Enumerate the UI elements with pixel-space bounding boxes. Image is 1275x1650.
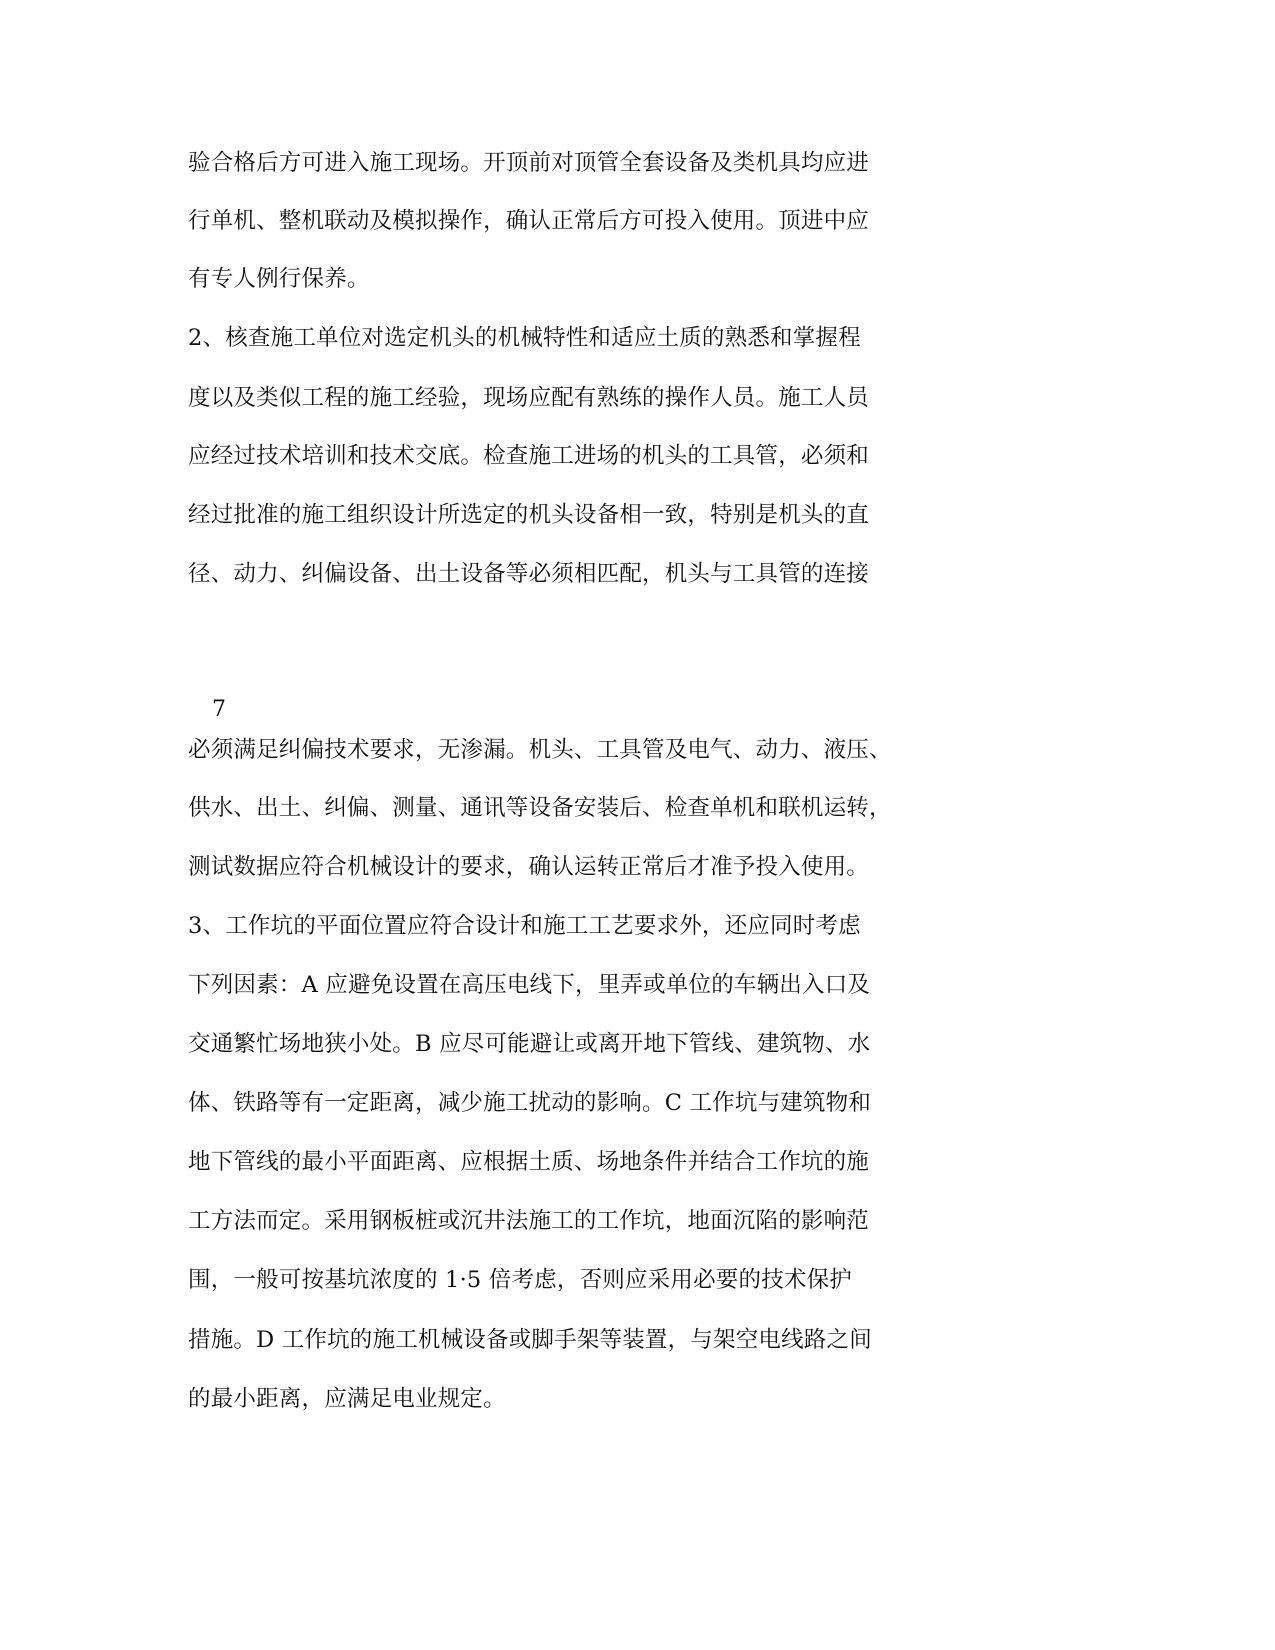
text-line: 有专人例行保养。 — [188, 266, 370, 292]
text-line: 的最小距离，应满足电业规定。 — [188, 1386, 506, 1412]
text-line: 供水、出土、纠偏、测量、通讯等设备安装后、检查单机和联机运转， — [188, 795, 892, 821]
page-number: 7 — [212, 697, 226, 722]
text-line: 地下管线的最小平面距离、应根据土质、场地条件并结合工作坑的施 — [188, 1149, 870, 1175]
text-line: 2、核查施工单位对选定机头的机械特性和适应土质的熟悉和掌握程 — [188, 325, 861, 351]
text-line: 度以及类似工程的施工经验，现场应配有熟练的操作人员。施工人员 — [188, 385, 870, 411]
text-line: 体、铁路等有一定距离，减少施工扰动的影响。C 工作坑与建筑物和 — [188, 1090, 872, 1116]
text-line: 必须满足纠偏技术要求，无渗漏。机头、工具管及电气、动力、液压、 — [188, 737, 892, 763]
text-line: 交通繁忙场地狭小处。B 应尽可能避让或离开地下管线、建筑物、水 — [188, 1031, 871, 1057]
text-line: 径、动力、纠偏设备、出土设备等必须相匹配，机头与工具管的连接 — [188, 561, 870, 587]
text-line: 围，一般可按基坑浓度的 1·5 倍考虑，否则应采用必要的技术保护 — [188, 1267, 852, 1293]
text-line: 措施。D 工作坑的施工机械设备或脚手架等装置，与架空电线路之间 — [188, 1327, 872, 1353]
text-line: 行单机、整机联动及模拟操作，确认正常后方可投入使用。顶进中应 — [188, 208, 870, 234]
text-line: 经过批准的施工组织设计所选定的机头设备相一致，特别是机头的直 — [188, 502, 870, 528]
text-line: 下列因素：A 应避免设置在高压电线下，里弄或单位的车辆出入口及 — [188, 972, 871, 998]
text-line: 验合格后方可进入施工现场。开顶前对顶管全套设备及类机具均应进 — [188, 150, 870, 176]
text-line: 3、工作坑的平面位置应符合设计和施工工艺要求外，还应同时考虑 — [188, 913, 861, 939]
text-line: 测试数据应符合机械设计的要求，确认运转正常后才准予投入使用。 — [188, 854, 870, 880]
text-line: 应经过技术培训和技术交底。检查施工进场的机头的工具管，必须和 — [188, 443, 870, 469]
text-line: 工方法而定。采用钢板桩或沉井法施工的工作坑，地面沉陷的影响范 — [188, 1208, 870, 1234]
